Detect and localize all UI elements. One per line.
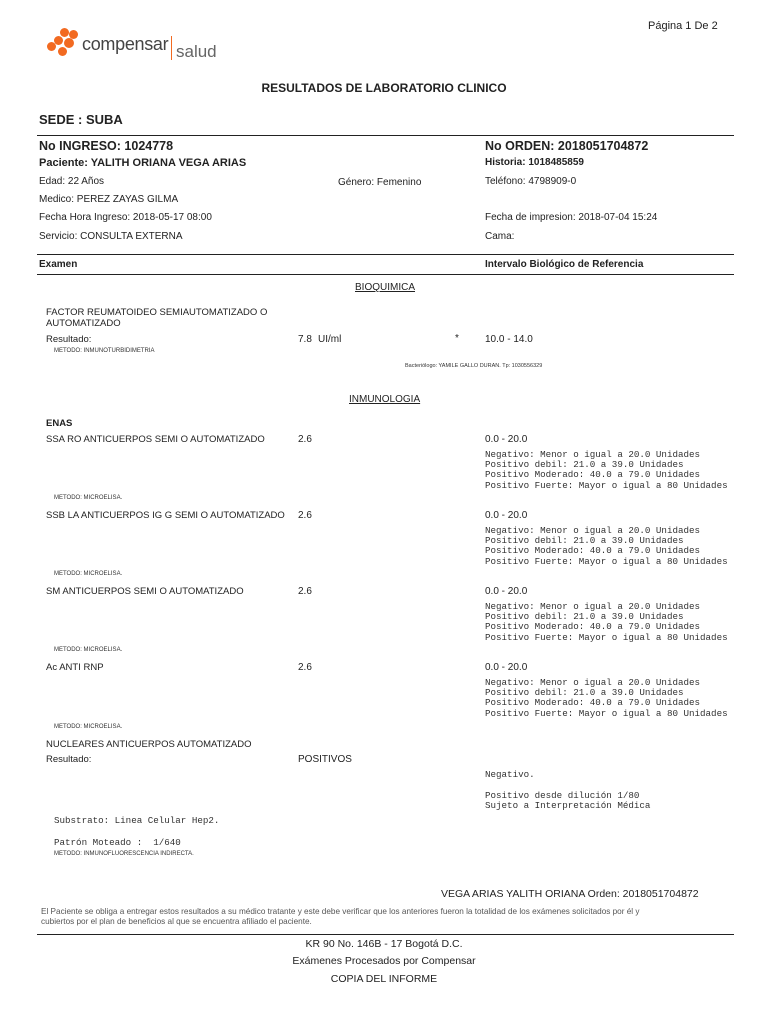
disclaimer: El Paciente se obliga a entregar estos resultados a su médico tratante y este debe verificar que los anteriores fueron la totalidad de los exámenes solicitados por él y [41, 907, 640, 916]
sede: SEDE : SUBA [39, 112, 123, 127]
page-title: RESULTADOS DE LABORATORIO CLINICO [261, 81, 507, 95]
patron: Patrón Moteado : 1/640 [54, 837, 181, 848]
reference-note: Negativo: Menor o igual a 20.0 Unidades Positivo debil: 21.0 a 39.0 Unidades Positivo Moderado: 40.0 a 79.0 Unidades Positivo Fuerte: Mayor o igual a 80 Unidades [485, 601, 728, 643]
ingreso: No INGRESO: 1024778 [39, 139, 174, 153]
reference-range: 10.0 - 14.0 [485, 334, 533, 345]
copia-informe: COPIA DEL INFORME [330, 973, 438, 985]
cama: Cama: [485, 231, 515, 242]
fecha-impresion: Fecha de impresion: 2018-07-04 15:24 [485, 212, 658, 223]
test-value: 2.6 [298, 434, 312, 445]
test-value: 2.6 [298, 662, 312, 673]
reference-note: Negativo: Menor o igual a 20.0 Unidades Positivo debil: 21.0 a 39.0 Unidades Positivo Moderado: 40.0 a 79.0 Unidades Positivo Fuerte: Mayor o igual a 80 Unidades [485, 525, 728, 567]
patient-name: Paciente: YALITH ORIANA VEGA ARIAS [39, 157, 247, 169]
edad: Edad: 22 Años [39, 176, 105, 187]
historia: Historia: 1018485859 [485, 157, 584, 168]
reference-range: 0.0 - 20.0 [485, 434, 528, 445]
group-enas: ENAS [46, 418, 73, 429]
section-bioquimica: BIOQUIMICA [355, 282, 416, 293]
servicio: Servicio: CONSULTA EXTERNA [39, 231, 183, 242]
reference-note: Negativo: Menor o igual a 20.0 Unidades Positivo debil: 21.0 a 39.0 Unidades Positivo Moderado: 40.0 a 79.0 Unidades Positivo Fuerte: Mayor o igual a 80 Unidades [485, 677, 728, 719]
reference-range: 0.0 - 20.0 [485, 510, 528, 521]
test-name: AUTOMATIZADO [46, 318, 121, 329]
fecha-ingreso: Fecha Hora Ingreso: 2018-05-17 08:00 [39, 212, 212, 223]
result-value: POSITIVOS [298, 754, 352, 765]
divider [37, 934, 734, 935]
result-label: Resultado: [46, 334, 92, 345]
metodo: METODO: INMUNOFLUORESCENCIA INDIRECTA. [54, 851, 194, 857]
result-unit: UI/ml [318, 334, 342, 345]
header-examen: Examen [39, 259, 78, 270]
medico: Medico: PEREZ ZAYAS GILMA [39, 194, 179, 205]
page-number: Página 1 De 2 [648, 20, 718, 32]
divider [37, 254, 734, 255]
reference-note: Negativo. [485, 769, 535, 780]
reference-note: Positivo desde dilución 1/80 [485, 790, 640, 801]
test-value: 2.6 [298, 510, 312, 521]
reference-range: 0.0 - 20.0 [485, 662, 528, 673]
test-name: SSB LA ANTICUERPOS IG G SEMI O AUTOMATIZADO [46, 510, 285, 521]
result-label: Resultado: [46, 754, 92, 765]
divider [37, 274, 734, 275]
test-name: Ac ANTI RNP [46, 662, 104, 673]
address: KR 90 No. 146B - 17 Bogotá D.C. [305, 938, 463, 950]
divider [37, 135, 734, 136]
orden: No ORDEN: 2018051704872 [485, 139, 649, 153]
disclaimer: cubiertos por el plan de beneficios al que se encuentra afiliado el paciente. [41, 917, 312, 926]
logo-sub: salud [176, 42, 217, 61]
header-intervalo: Intervalo Biológico de Referencia [485, 259, 644, 270]
test-name: NUCLEARES ANTICUERPOS AUTOMATIZADO [46, 739, 252, 750]
metodo: METODO: MICROELISA. [54, 495, 123, 501]
test-name: SM ANTICUERPOS SEMI O AUTOMATIZADO [46, 586, 244, 597]
procesados: Exámenes Procesados por Compensar [292, 955, 476, 967]
bacteriologo: Bacteriólogo: YAMILE GALLO DURAN. Tp: 1030556329 [405, 363, 543, 369]
reference-note: Sujeto a Interpretación Médica [485, 800, 651, 811]
genero: Género: Femenino [338, 177, 422, 188]
metodo: METODO: MICROELISA. [54, 647, 123, 653]
footer-patient-order: VEGA ARIAS YALITH ORIANA Orden: 2018051704872 [441, 888, 699, 900]
reference-range: 0.0 - 20.0 [485, 586, 528, 597]
metodo: METODO: MICROELISA. [54, 724, 123, 730]
test-value: 2.6 [298, 586, 312, 597]
reference-note: Negativo: Menor o igual a 20.0 Unidades Positivo debil: 21.0 a 39.0 Unidades Positivo Moderado: 40.0 a 79.0 Unidades Positivo Fuerte: Mayor o igual a 80 Unidades [485, 449, 728, 491]
logo-icon [46, 26, 82, 62]
test-name: SSA RO ANTICUERPOS SEMI O AUTOMATIZADO [46, 434, 265, 445]
compensar-logo [46, 26, 236, 66]
logo-brand: compensar [82, 34, 169, 54]
test-name: FACTOR REUMATOIDEO SEMIAUTOMATIZADO O [46, 307, 268, 318]
result-value: 7.8 [298, 334, 312, 345]
section-inmunologia: INMUNOLOGIA [349, 394, 421, 405]
metodo: METODO: INMUNOTURBIDIMETRIA [54, 348, 155, 354]
logo-divider [171, 36, 172, 60]
telefono: Teléfono: 4798909-0 [485, 176, 577, 187]
substrato: Substrato: Linea Celular Hep2. [54, 815, 220, 826]
abnormal-flag: * [455, 333, 459, 344]
metodo: METODO: MICROELISA. [54, 571, 123, 577]
